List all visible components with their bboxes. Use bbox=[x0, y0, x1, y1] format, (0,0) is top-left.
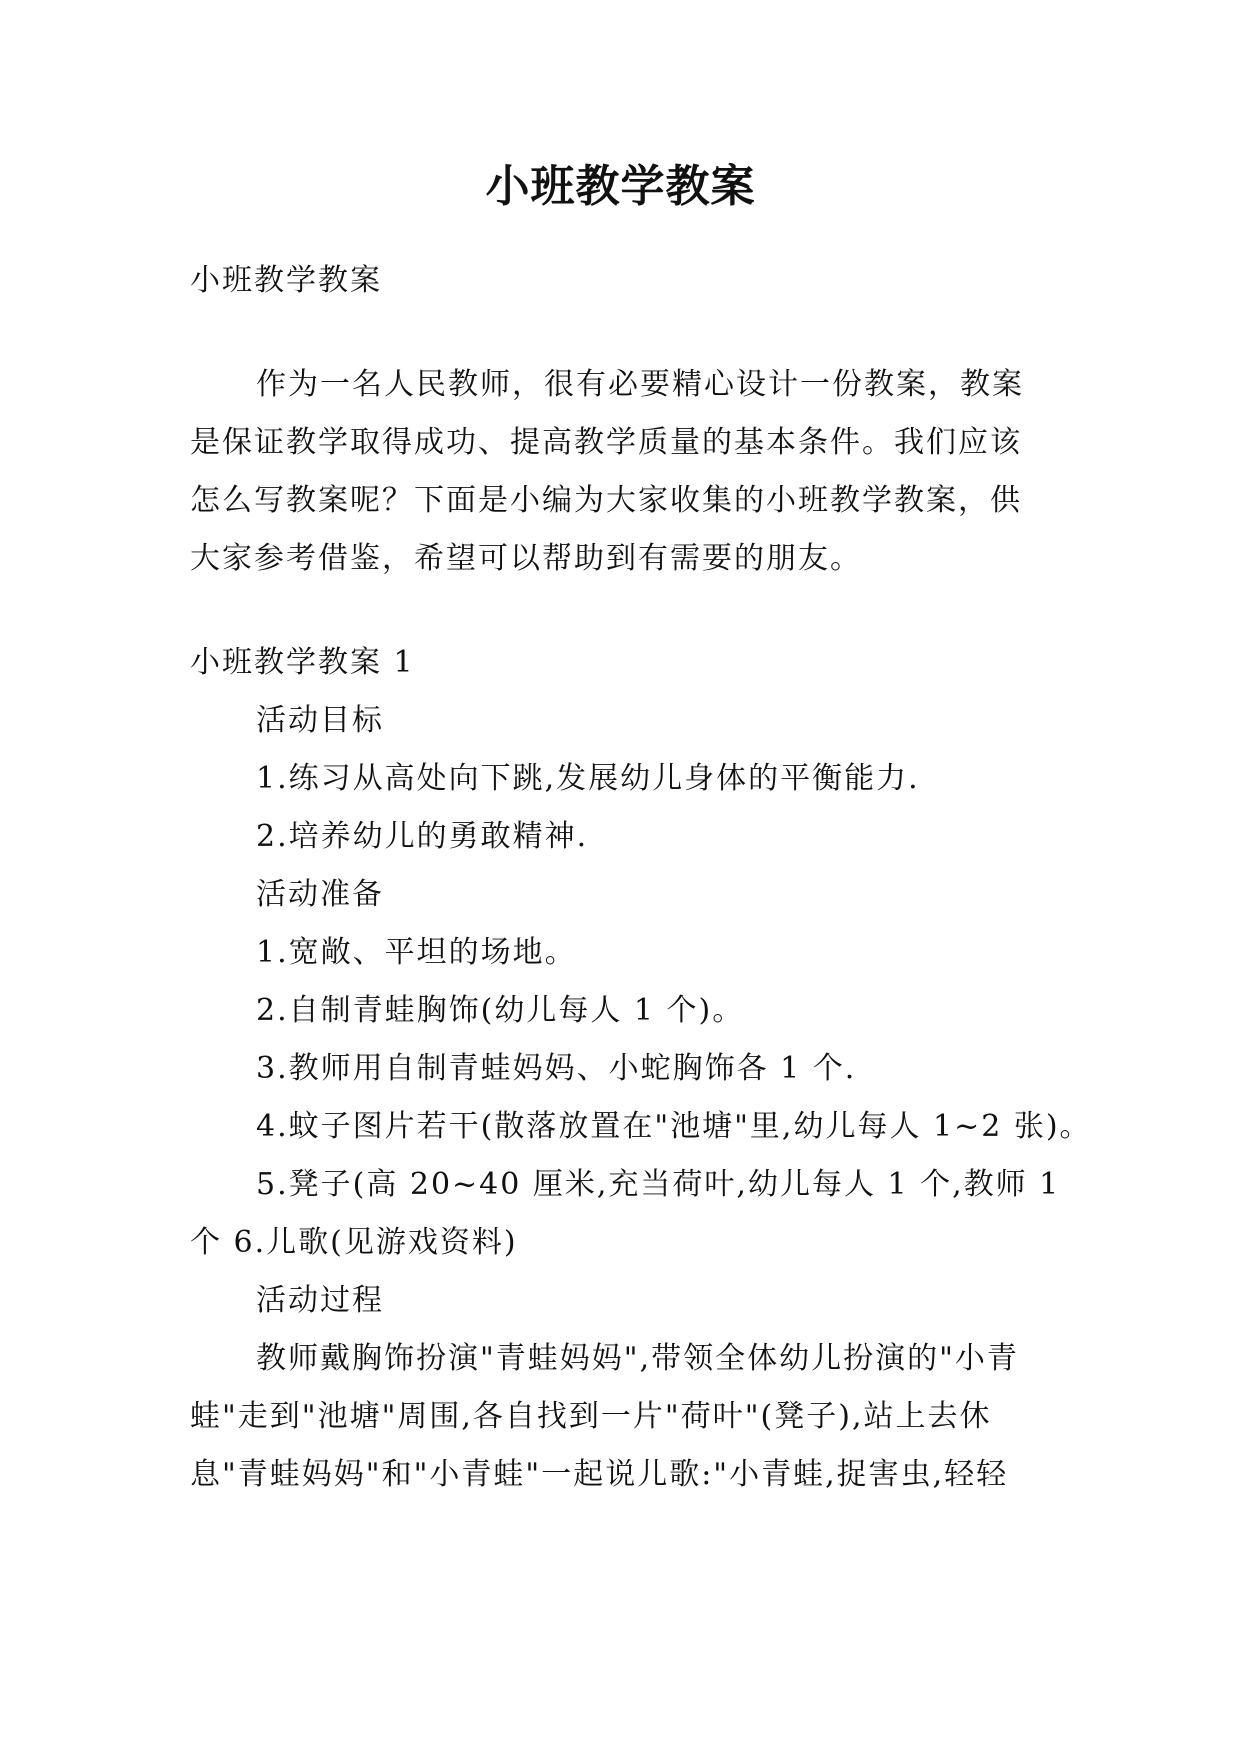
process-label: 活动过程 bbox=[256, 1283, 384, 1318]
goal-item-1: 1.练习从高处向下跳,发展幼儿身体的平衡能力. bbox=[256, 761, 920, 796]
document-subtitle: 小班教学教案 bbox=[190, 263, 382, 298]
section-heading: 小班教学教案 1 bbox=[190, 645, 415, 680]
intro-line-3: 怎么写教案呢？下面是小编为大家收集的小班教学教案，供 bbox=[190, 483, 1022, 518]
prep-item-2: 2.自制青蛙胸饰(幼儿每人 1 个)。 bbox=[256, 993, 745, 1028]
process-line-3: 息"青蛙妈妈"和"小青蛙"一起说儿歌:"小青蛙,捉害虫,轻轻 bbox=[190, 1457, 1009, 1492]
intro-line-4: 大家参考借鉴，希望可以帮助到有需要的朋友。 bbox=[190, 541, 862, 576]
goal-label: 活动目标 bbox=[256, 703, 384, 738]
intro-line-1: 作为一名人民教师，很有必要精心设计一份教案，教案 bbox=[256, 367, 1024, 402]
prep-item-continued: 个 6.儿歌(见游戏资料) bbox=[190, 1225, 518, 1260]
prep-item-5: 5.凳子(高 20~40 厘米,充当荷叶,幼儿每人 1 个,教师 1 bbox=[256, 1167, 1061, 1202]
prep-item-3: 3.教师用自制青蛙妈妈、小蛇胸饰各 1 个. bbox=[256, 1051, 857, 1086]
process-line-1: 教师戴胸饰扮演"青蛙妈妈",带领全体幼儿扮演的"小青 bbox=[256, 1341, 1019, 1376]
goal-item-2: 2.培养幼儿的勇敢精神. bbox=[256, 819, 589, 854]
process-line-2: 蛙"走到"池塘"周围,各自找到一片"荷叶"(凳子),站上去休 bbox=[190, 1399, 992, 1434]
prep-item-4: 4.蚊子图片若干(散落放置在"池塘"里,幼儿每人 1~2 张)。 bbox=[256, 1109, 1092, 1144]
prep-item-1: 1.宽敞、平坦的场地。 bbox=[256, 935, 577, 970]
document-title: 小班教学教案 bbox=[485, 161, 756, 212]
intro-line-2: 是保证教学取得成功、提高教学质量的基本条件。我们应该 bbox=[190, 425, 1022, 460]
prep-label: 活动准备 bbox=[256, 877, 384, 912]
